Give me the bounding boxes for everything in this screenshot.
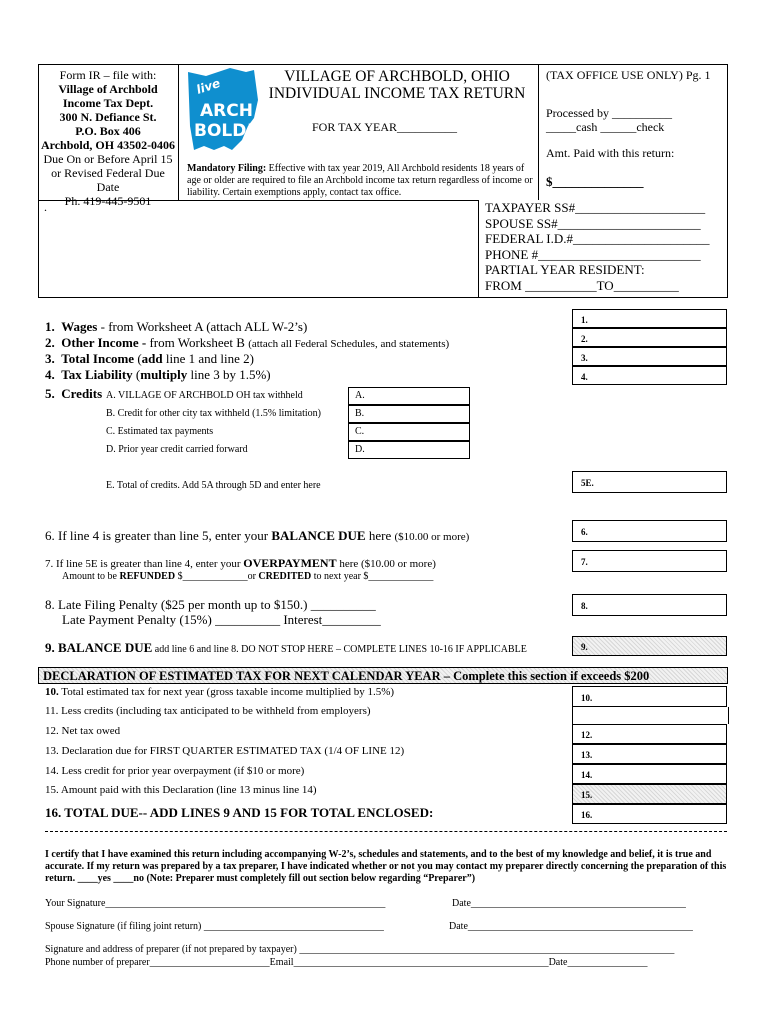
line-5a-box[interactable]: A. [348, 387, 470, 405]
spouse-ss-field[interactable]: SPOUSE SS#______________________ [485, 215, 701, 231]
mailing-pobox: P.O. Box 406 [75, 124, 141, 138]
line-13-declaration-due: 13. Declaration due for FIRST QUARTER ESTIMATED TAX (1/4 OF LINE 12) [45, 745, 405, 757]
line-8-late-payment[interactable]: Late Payment Penalty (15%) __________ Interest_________ [62, 612, 381, 627]
line-5b-box[interactable]: B. [348, 405, 470, 423]
line-5e-label: E. Total of credits. Add 5A through 5D and enter here [106, 480, 321, 491]
line-16-box[interactable]: 16. [572, 804, 727, 824]
line-7-box[interactable]: 7. [572, 550, 727, 572]
ohio-map-icon [184, 66, 266, 154]
partial-year-range-field[interactable]: FROM ___________TO__________ [485, 277, 679, 293]
line-13-box[interactable]: 13. [572, 744, 727, 764]
amount-paid-field[interactable]: $______________ [546, 174, 644, 189]
line-8-late-filing[interactable]: 8. Late Filing Penalty ($25 per month up to $150.) __________ [45, 597, 376, 612]
mandatory-label: Mandatory Filing: [187, 163, 267, 174]
your-signature-date-field[interactable]: Date___________________________________________ [452, 898, 686, 909]
form-title [262, 68, 532, 102]
line-10-estimated-tax: 10. Total estimated tax for next year (gross taxable income multiplied by 1.5%) [45, 686, 395, 698]
line-7-refund-credit[interactable]: Amount to be REFUNDED $_____________or CREDITED to next year $_____________ [62, 571, 434, 582]
line-5a-label: A. VILLAGE OF ARCHBOLD OH tax withheld [106, 390, 303, 401]
mailing-date: Date [96, 180, 120, 194]
line-14-box[interactable]: 14. [572, 764, 727, 784]
mailing-village: Village of Archbold [58, 82, 158, 96]
taxpayer-ss-field[interactable]: TAXPAYER SS#____________________ [485, 200, 706, 215]
amount-paid-label: Amt. Paid with this return: [546, 146, 675, 160]
line-5d-label: D. Prior year credit carried forward [106, 444, 248, 455]
line-11-less-credits: 11. Less credits (including tax anticipated to be withheld from employers) [45, 705, 371, 717]
line-4-tax-liability: 4. Tax Liability (multiply line 3 by 1.5%) [45, 367, 271, 382]
line-12-net-tax: 12. Net tax owed [45, 725, 121, 737]
line-5-credits: 5. Credits [45, 386, 103, 401]
taxpayer-info [485, 200, 710, 293]
line-6-balance-due: 6. If line 4 is greater than line 5, enter your BALANCE DUE here ($10.00 or more) [45, 528, 470, 543]
header-divider-office [538, 64, 539, 200]
line-1-box[interactable]: 1. [572, 309, 727, 328]
logo-live: live [194, 76, 222, 97]
mailing-revised: or Revised Federal Due [51, 166, 165, 180]
mailing-due: Due On or Before April 15 [43, 152, 173, 166]
title-village: VILLAGE OF ARCHBOLD, OHIO [284, 68, 510, 85]
line-3-total-income: 3. Total Income (add line 1 and line 2) [45, 351, 254, 366]
section-divider [45, 831, 727, 832]
preparer-signature-field[interactable]: Signature and address of preparer (if not prepared by taxpayer) ___________________________________________________________________________ [45, 944, 675, 955]
spouse-signature-field[interactable]: Spouse Signature (if filing joint return) ____________________________________ [45, 921, 384, 932]
logo-arch: ARCH [200, 101, 253, 121]
phone-field[interactable]: PHONE #_________________________ [485, 246, 701, 262]
title-return: INDIVIDUAL INCOME TAX RETURN [268, 85, 526, 102]
mandatory-filing-notice [187, 163, 537, 199]
line-11-box[interactable] [572, 707, 729, 724]
mailing-address [40, 68, 176, 208]
mailing-street: 300 N. Defiance St. [59, 110, 157, 124]
line-15-box[interactable]: 15. [572, 784, 727, 804]
partial-year-label: PARTIAL YEAR RESIDENT: [485, 262, 645, 277]
line-9-box[interactable]: 9. [572, 636, 727, 656]
line-2-box[interactable]: 2. [572, 328, 727, 347]
line-2-other-income: 2. Other Income - from Worksheet B (attach all Federal Schedules, and statements) [45, 335, 450, 350]
line-6-box[interactable]: 6. [572, 520, 727, 542]
line-5c-box[interactable]: C. [348, 423, 470, 441]
line-16-total-due: 16. TOTAL DUE-- ADD LINES 9 AND 15 FOR TOTAL ENCLOSED: [45, 805, 434, 820]
mailing-city: Archbold, OH 43502-0406 [40, 138, 176, 152]
line-4-box[interactable]: 4. [572, 366, 727, 385]
line-15-amount-paid: 15. Amount paid with this Declaration (line 13 minus line 14) [45, 784, 317, 796]
cash-check-field[interactable]: _____cash ______check [546, 120, 665, 134]
logo-bold: BOLD! [194, 121, 255, 141]
header-divider-mailing [178, 64, 179, 200]
archbold-logo [184, 66, 266, 154]
line-1-wages: 1. Wages - from Worksheet A (attach ALL W-2’s) [45, 319, 308, 334]
estimated-tax-header: DECLARATION OF ESTIMATED TAX FOR NEXT CALENDAR YEAR – Complete this section if exceeds $200 [38, 667, 728, 684]
header-divider-taxpayer [478, 200, 479, 298]
your-signature-field[interactable]: Your Signature________________________________________________________ [45, 898, 386, 909]
mandatory-text: Effective with tax year 2019, All Archbold residents 18 years of age or older are required to file an Archbold income tax return regardless of income or liability. Certain exemptions apply, contact tax office. [187, 163, 533, 198]
line-8-box[interactable]: 8. [572, 594, 727, 616]
mailing-phone: Ph. 419-445-9501 [64, 194, 152, 208]
line-5e-box[interactable]: 5E. [572, 471, 727, 493]
certification-text: I certify that I have examined this return including accompanying W-2’s, schedules and statements, and to the best of my knowledge and belief, it is true and accurate. If my return was prepared by a tax preparer, I have indicated whether or not you may contact my preparer directly concerning the preparation of this return. ____yes ____no (Note: Preparer must completely fill out section below regarding “Preparer”) [45, 849, 727, 884]
processed-by-field[interactable]: Processed by __________ [546, 106, 672, 120]
dot-mark: . [44, 200, 47, 214]
mailing-form-label: Form IR – file with: [59, 68, 157, 82]
line-5b-label: B. Credit for other city tax withheld (1.5% limitation) [106, 408, 321, 419]
line-5d-box[interactable]: D. [348, 441, 470, 459]
line-12-box[interactable]: 12. [572, 724, 727, 744]
tax-year-field[interactable]: FOR TAX YEAR__________ [312, 120, 458, 134]
preparer-phone-email-date-field[interactable]: Phone number of preparer________________________Email___________________________________________________Date________________ [45, 957, 648, 968]
mailing-dept: Income Tax Dept. [62, 96, 154, 110]
line-3-box[interactable]: 3. [572, 347, 727, 366]
office-use-title: (TAX OFFICE USE ONLY) Pg. 1 [546, 68, 711, 82]
line-5c-label: C. Estimated tax payments [106, 426, 214, 437]
line-9-balance-due: 9. BALANCE DUE add line 6 and line 8. DO NOT STOP HERE – COMPLETE LINES 10-16 IF APPLICABLE [45, 640, 527, 655]
line-7-overpayment: 7. If line 5E is greater than line 4, enter your OVERPAYMENT here ($10.00 or more) [45, 556, 436, 570]
line-14-prior-credit: 14. Less credit for prior year overpayment (if $10 or more) [45, 765, 305, 777]
spouse-signature-date-field[interactable]: Date_____________________________________________ [449, 921, 693, 932]
federal-id-field[interactable]: FEDERAL I.D.#_____________________ [485, 231, 710, 246]
line-10-box[interactable]: 10. [572, 686, 727, 707]
